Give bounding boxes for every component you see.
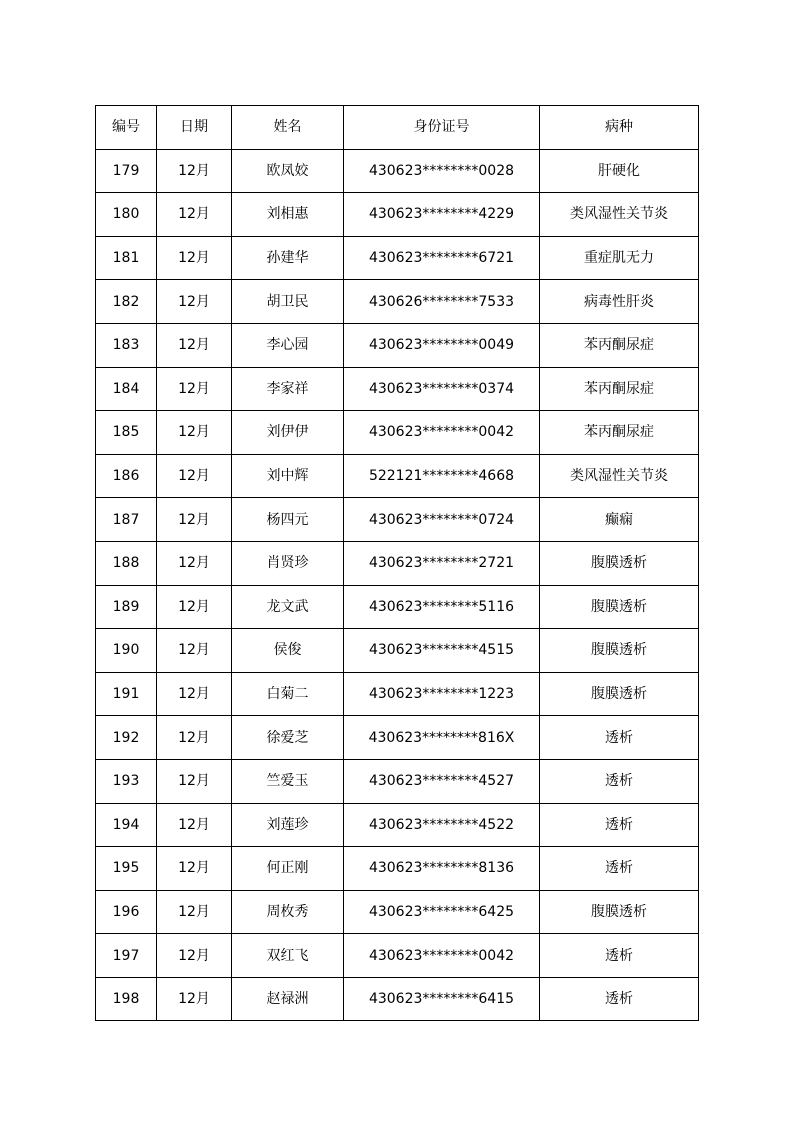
cell-name: 双红飞 — [232, 934, 344, 978]
cell-number: 185 — [96, 411, 157, 455]
cell-disease: 腹膜透析 — [540, 585, 699, 629]
table-row — [96, 280, 699, 324]
cell-name: 刘相惠 — [232, 193, 344, 237]
cell-id-number: 430623********6425 — [344, 890, 540, 934]
table-row — [96, 803, 699, 847]
cell-disease: 透析 — [540, 977, 699, 1021]
cell-name: 周枚秀 — [232, 890, 344, 934]
cell-date: 12月 — [157, 498, 232, 542]
cell-disease: 透析 — [540, 716, 699, 760]
table-row — [96, 890, 699, 934]
cell-name: 竺爱玉 — [232, 759, 344, 803]
cell-disease: 腹膜透析 — [540, 541, 699, 585]
cell-id-number: 430623********0028 — [344, 149, 540, 193]
header-row — [96, 106, 699, 150]
header-name: 姓名 — [232, 106, 344, 150]
cell-date: 12月 — [157, 454, 232, 498]
table-row — [96, 585, 699, 629]
cell-number: 180 — [96, 193, 157, 237]
cell-disease: 重症肌无力 — [540, 236, 699, 280]
cell-id-number: 430623********0042 — [344, 934, 540, 978]
cell-id-number: 430623********6721 — [344, 236, 540, 280]
records-table — [95, 105, 699, 1021]
cell-disease: 类风湿性关节炎 — [540, 454, 699, 498]
cell-id-number: 430623********0042 — [344, 411, 540, 455]
cell-name: 杨四元 — [232, 498, 344, 542]
cell-disease: 苯丙酮尿症 — [540, 323, 699, 367]
cell-id-number: 430623********5116 — [344, 585, 540, 629]
cell-disease: 腹膜透析 — [540, 629, 699, 673]
cell-name: 徐爱芝 — [232, 716, 344, 760]
table-body — [96, 149, 699, 1021]
table-row — [96, 847, 699, 891]
table-row — [96, 323, 699, 367]
table-row — [96, 759, 699, 803]
cell-id-number: 430623********1223 — [344, 672, 540, 716]
cell-number: 190 — [96, 629, 157, 673]
table-row — [96, 629, 699, 673]
cell-disease: 腹膜透析 — [540, 890, 699, 934]
cell-number: 182 — [96, 280, 157, 324]
cell-disease: 苯丙酮尿症 — [540, 411, 699, 455]
cell-disease: 腹膜透析 — [540, 672, 699, 716]
cell-name: 刘莲珍 — [232, 803, 344, 847]
cell-date: 12月 — [157, 280, 232, 324]
cell-disease: 肝硬化 — [540, 149, 699, 193]
table-row — [96, 367, 699, 411]
cell-id-number: 430623********8136 — [344, 847, 540, 891]
table-row — [96, 193, 699, 237]
table-row — [96, 541, 699, 585]
cell-id-number: 430623********816X — [344, 716, 540, 760]
cell-id-number: 430623********0374 — [344, 367, 540, 411]
table-row — [96, 149, 699, 193]
header-number: 编号 — [96, 106, 157, 150]
cell-id-number: 522121********4668 — [344, 454, 540, 498]
cell-number: 191 — [96, 672, 157, 716]
cell-id-number: 430623********6415 — [344, 977, 540, 1021]
table-row — [96, 672, 699, 716]
cell-name: 刘中辉 — [232, 454, 344, 498]
header-date: 日期 — [157, 106, 232, 150]
table-row — [96, 977, 699, 1021]
cell-date: 12月 — [157, 716, 232, 760]
cell-date: 12月 — [157, 193, 232, 237]
cell-number: 196 — [96, 890, 157, 934]
cell-id-number: 430623********0049 — [344, 323, 540, 367]
cell-id-number: 430623********4515 — [344, 629, 540, 673]
cell-date: 12月 — [157, 672, 232, 716]
cell-disease: 透析 — [540, 847, 699, 891]
cell-name: 胡卫民 — [232, 280, 344, 324]
cell-id-number: 430623********4527 — [344, 759, 540, 803]
cell-date: 12月 — [157, 411, 232, 455]
cell-date: 12月 — [157, 934, 232, 978]
cell-name: 孙建华 — [232, 236, 344, 280]
cell-date: 12月 — [157, 759, 232, 803]
cell-number: 194 — [96, 803, 157, 847]
cell-disease: 透析 — [540, 803, 699, 847]
cell-disease: 病毒性肝炎 — [540, 280, 699, 324]
table-row — [96, 716, 699, 760]
cell-name: 白菊二 — [232, 672, 344, 716]
cell-name: 欧凤姣 — [232, 149, 344, 193]
cell-id-number: 430623********2721 — [344, 541, 540, 585]
cell-number: 186 — [96, 454, 157, 498]
cell-date: 12月 — [157, 367, 232, 411]
table-row — [96, 411, 699, 455]
cell-number: 187 — [96, 498, 157, 542]
cell-number: 181 — [96, 236, 157, 280]
table-header — [96, 106, 699, 150]
cell-number: 195 — [96, 847, 157, 891]
table-row — [96, 934, 699, 978]
cell-date: 12月 — [157, 323, 232, 367]
cell-name: 刘伊伊 — [232, 411, 344, 455]
cell-date: 12月 — [157, 585, 232, 629]
cell-name: 李家祥 — [232, 367, 344, 411]
cell-number: 197 — [96, 934, 157, 978]
cell-date: 12月 — [157, 236, 232, 280]
cell-number: 189 — [96, 585, 157, 629]
cell-disease: 类风湿性关节炎 — [540, 193, 699, 237]
cell-number: 192 — [96, 716, 157, 760]
cell-date: 12月 — [157, 629, 232, 673]
cell-name: 李心园 — [232, 323, 344, 367]
cell-id-number: 430623********4229 — [344, 193, 540, 237]
cell-id-number: 430623********0724 — [344, 498, 540, 542]
cell-disease: 透析 — [540, 759, 699, 803]
cell-disease: 癫痫 — [540, 498, 699, 542]
cell-number: 184 — [96, 367, 157, 411]
cell-date: 12月 — [157, 803, 232, 847]
cell-id-number: 430626********7533 — [344, 280, 540, 324]
table-row — [96, 236, 699, 280]
cell-number: 188 — [96, 541, 157, 585]
cell-name: 肖贤珍 — [232, 541, 344, 585]
cell-date: 12月 — [157, 977, 232, 1021]
table-row — [96, 454, 699, 498]
cell-name: 龙文武 — [232, 585, 344, 629]
cell-number: 179 — [96, 149, 157, 193]
cell-number: 193 — [96, 759, 157, 803]
header-disease: 病种 — [540, 106, 699, 150]
cell-disease: 透析 — [540, 934, 699, 978]
cell-name: 何正刚 — [232, 847, 344, 891]
header-id-number: 身份证号 — [344, 106, 540, 150]
cell-date: 12月 — [157, 847, 232, 891]
cell-date: 12月 — [157, 890, 232, 934]
cell-disease: 苯丙酮尿症 — [540, 367, 699, 411]
cell-date: 12月 — [157, 149, 232, 193]
cell-number: 198 — [96, 977, 157, 1021]
cell-name: 侯俊 — [232, 629, 344, 673]
cell-id-number: 430623********4522 — [344, 803, 540, 847]
cell-name: 赵禄洲 — [232, 977, 344, 1021]
table-row — [96, 498, 699, 542]
cell-date: 12月 — [157, 541, 232, 585]
cell-number: 183 — [96, 323, 157, 367]
